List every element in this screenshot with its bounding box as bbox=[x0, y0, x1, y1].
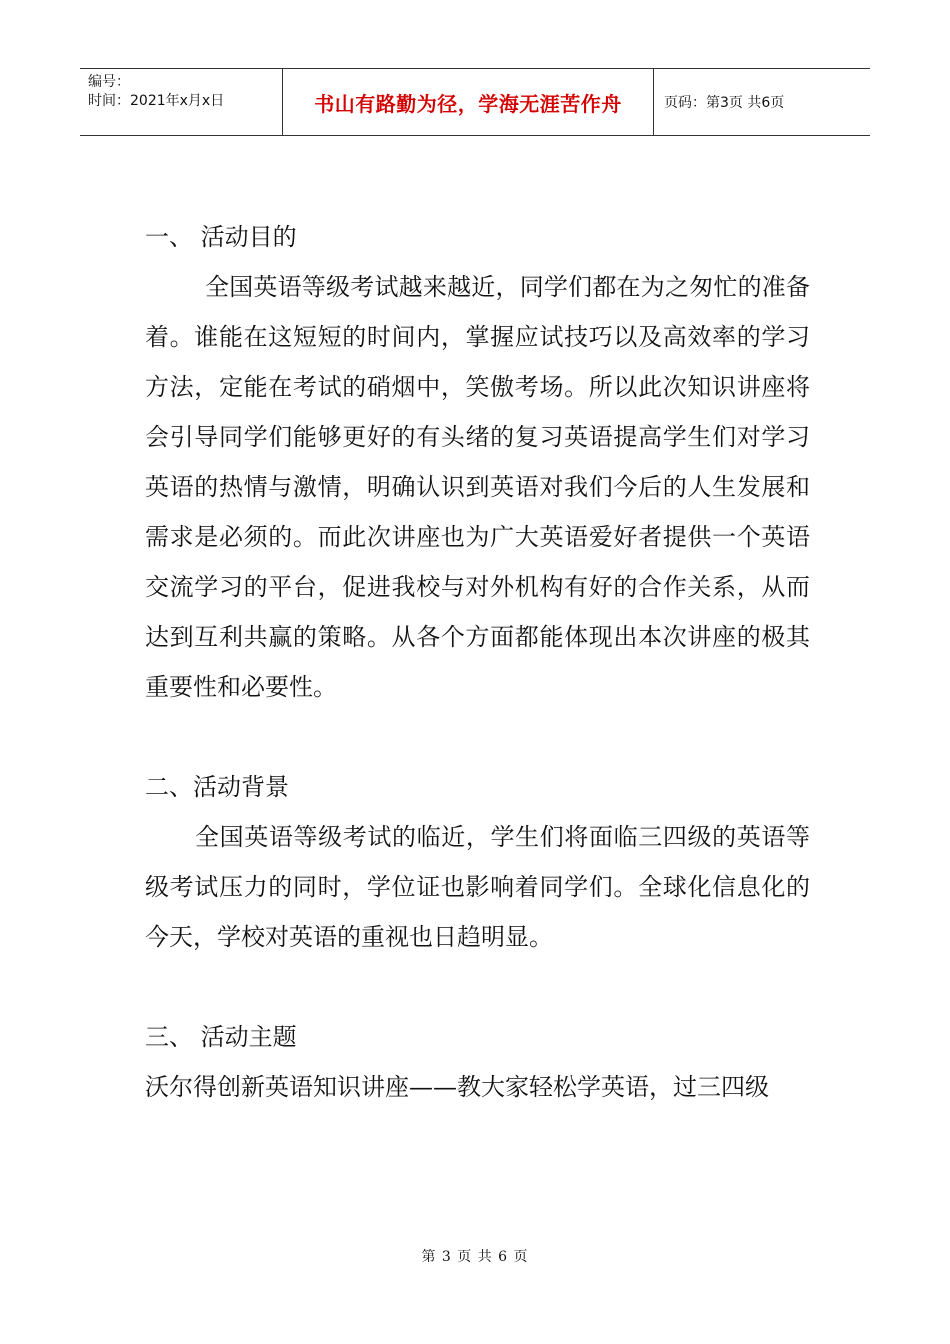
header-page-info: 页码：第3页 共6页 bbox=[664, 95, 785, 111]
section-spacer bbox=[145, 962, 810, 1012]
section-heading-theme: 三、 活动主题 bbox=[145, 1023, 297, 1051]
page-footer: 第 3 页 共 6 页 bbox=[421, 1249, 529, 1265]
header-meta-cell bbox=[80, 69, 282, 135]
document-body bbox=[145, 212, 810, 1112]
section-heading-background: 二、活动背景 bbox=[145, 773, 289, 801]
document-date-label: 时间：2021年x月x日 bbox=[88, 93, 225, 109]
section-paragraph-purpose: 全国英语等级考试越来越近，同学们都在为之匆忙的准备着。谁能在这短短的时间内，掌握应试技巧以及高效率的学习方法，定能在考试的硝烟中，笑傲考场。所以此次知识讲座将会引导同学们能够更好的有头绪的复习英语提高学生们对学习英语的热情与激情，明确认识到英语对我们今后的人生发展和需求是必须的。而此次讲座也为广大英语爱好者提供一个英语交流学习的平台，促进我校与对外机构有好的合作关系，从而达到互利共赢的策略。从各个方面都能体现出本次讲座的极其重要性和必要性。 bbox=[145, 273, 810, 701]
section-spacer bbox=[145, 712, 810, 762]
header-motto: 书山有路勤为径，学海无涯苦作舟 bbox=[282, 69, 654, 135]
section-paragraph-theme: 沃尔得创新英语知识讲座——教大家轻松学英语，过三四级 bbox=[145, 1073, 769, 1101]
section-heading-purpose: 一、 活动目的 bbox=[145, 223, 297, 251]
section-paragraph-background: 全国英语等级考试的临近，学生们将面临三四级的英语等级考试压力的同时，学位证也影响着同学们。全球化信息化的今天，学校对英语的重视也日趋明显。 bbox=[145, 823, 810, 951]
document-header bbox=[80, 68, 870, 136]
document-number-label: 编号： bbox=[88, 74, 130, 90]
